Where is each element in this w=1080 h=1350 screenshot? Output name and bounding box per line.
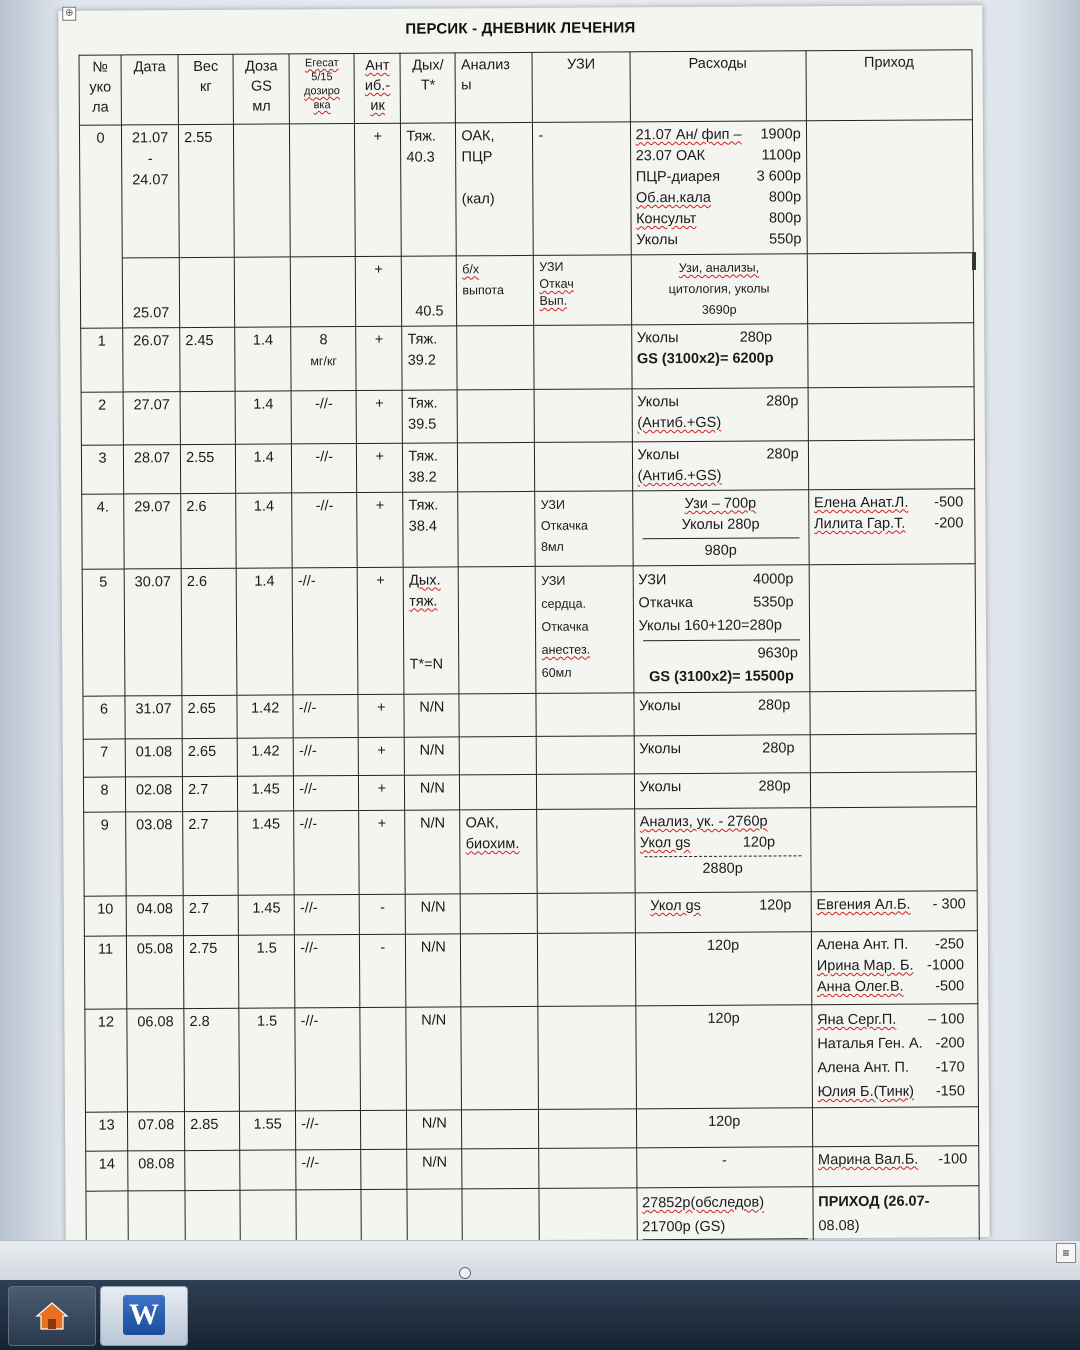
cell-gs: -//-: [295, 1008, 361, 1111]
cell-antibiotic: +: [358, 737, 404, 775]
header-weight: Вес кг: [178, 54, 233, 124]
cell-num: 4.: [82, 494, 125, 569]
cell-income: [810, 734, 976, 773]
cell-date: 28.07: [123, 445, 180, 494]
taskbar: [0, 1280, 1080, 1350]
cell-date: 03.08: [126, 812, 184, 896]
cell-antibiotic: +: [356, 390, 402, 443]
cell-num: 9: [84, 812, 127, 896]
table-move-handle-icon[interactable]: ⊕: [62, 7, 76, 21]
table-row: [80, 253, 973, 328]
cell-breath: N/N: [405, 737, 460, 775]
cell-expenses: Узи – 700р Уколы 280р 980р: [632, 490, 809, 566]
total-income: ПРИХОД (26.07- 08.08): [813, 1186, 980, 1267]
cell-num: 13: [85, 1112, 127, 1151]
cell-dose: 1.45: [238, 895, 294, 935]
cell-expenses: 21.07 Ан/ фип – 1900р 23.07 ОАК 1100р ПЦР-диарея 3 600р Об.ан.кала 800р Консульт 800р Уколы 550р: [630, 121, 807, 255]
table-row: [81, 440, 974, 494]
cell-gs: -//-: [296, 1150, 361, 1190]
cell-gs: [290, 257, 355, 327]
cell-expenses: Анализ, ук. - 2760р Укол gs 120р 2880р: [634, 808, 811, 893]
cell-analysis: [462, 1148, 539, 1188]
cell-num: 0: [79, 125, 122, 328]
cell-antibiotic: +: [357, 492, 404, 567]
cell-breath: N/N: [404, 694, 459, 737]
cell-dose: 1.4: [235, 327, 291, 391]
cell-breath: N/N: [407, 1110, 462, 1149]
table-row: [85, 1004, 979, 1112]
cell-income: [812, 1107, 979, 1147]
table-row: [86, 1146, 979, 1191]
cell-date: 26.07: [123, 328, 180, 392]
page-edge-marker: [972, 252, 976, 270]
header-antibiotic: Ант иб.- ик: [354, 53, 400, 123]
cell-num: 11: [84, 936, 126, 1009]
cell-weight: [180, 391, 235, 444]
cell-breath: N/N: [405, 810, 461, 894]
table-row: [84, 807, 977, 896]
cell-dose: 1.45: [238, 776, 294, 811]
cell-analysis: [458, 442, 535, 491]
cell-income: Алена Ант. П. -250 Ирина Мар. Б. -1000 Анна Олег.В. -500: [811, 931, 978, 1005]
table-row: [81, 387, 974, 445]
cell-num: 2: [81, 392, 123, 445]
cell-dose: 1.55: [240, 1111, 296, 1150]
cell-weight: 2.7: [183, 895, 238, 935]
cell-num: 12: [85, 1009, 128, 1112]
cell-weight: [185, 1150, 240, 1190]
cell-antibiotic: +: [357, 567, 404, 694]
cell-analysis: [457, 389, 534, 442]
table-row: [79, 120, 973, 258]
cell-weight: 2.45: [180, 327, 235, 391]
cell-ultrasound: [537, 736, 634, 775]
header-date: Дата: [121, 55, 178, 125]
header-dose: Доза GS мл: [233, 54, 289, 124]
cell-breath: Тяж. 40.3: [401, 123, 457, 256]
cell-expenses: Узи, анализы, цитология, уколы 3690р: [631, 254, 808, 325]
cell-expenses: 120р: [635, 932, 812, 1006]
cell-gs: -//-: [294, 811, 360, 895]
cell-dose: 1.4: [236, 444, 292, 493]
cell-breath: Тяж. 39.2: [402, 326, 457, 390]
cell-gs: -//-: [295, 935, 361, 1008]
total-expenses: 27852р(обследов) 21700р (GS): [636, 1187, 813, 1268]
cell-num: 6: [83, 696, 125, 739]
cell-analysis: ОАК, ПЦР (кал): [456, 122, 534, 255]
cell-dose: 1.45: [238, 811, 295, 895]
cell-analysis: [461, 893, 538, 933]
cell-num: 3: [81, 445, 123, 494]
cell-gs: -//-: [292, 493, 358, 568]
cell-expenses: Уколы 280р GS (3100х2)= 6200р: [631, 324, 808, 389]
cell-antibiotic: +: [355, 123, 402, 256]
cell-dose: 1.4: [235, 391, 291, 444]
cell-weight: 2.85: [185, 1111, 240, 1150]
cell-num: 8: [83, 777, 125, 812]
cell-weight: 2.65: [182, 738, 237, 776]
cell-gs: 8 мг/кг: [291, 327, 356, 391]
cell-dose: [234, 257, 290, 327]
cell-analysis: [457, 325, 534, 389]
cell-breath: Дых. тяж. Т*=N: [403, 567, 459, 694]
cell-income: Евгения Ал.Б. - 300: [811, 891, 978, 932]
word-app-icon: W: [123, 1295, 165, 1335]
cell-ultrasound: -: [533, 122, 631, 256]
cell-breath: Тяж. 38.2: [403, 443, 458, 492]
table-row: [84, 891, 977, 936]
header-gs-dosage: Егесат 5/15 дозиро вка: [289, 54, 354, 124]
cell-income: [810, 691, 977, 735]
cell-ultrasound: [536, 693, 633, 737]
cell-weight: [179, 257, 234, 327]
cell-expenses: 120р: [635, 1005, 812, 1109]
cell-expenses: Укол gs 120р: [635, 892, 811, 933]
cell-gs: -//-: [293, 738, 358, 776]
cell-antibiotic: [360, 1007, 407, 1110]
cell-gs: [290, 124, 356, 257]
cell-dose: 1.5: [239, 1008, 296, 1111]
cell-income: [810, 772, 976, 808]
cell-expenses: Уколы 280р (Антиб.+GS): [632, 388, 809, 442]
cell-income: Марина Вал.Б. -100: [812, 1146, 979, 1187]
cell-analysis: [460, 774, 537, 809]
cell-date: 01.08: [125, 739, 182, 777]
cell-antibiotic: [361, 1110, 407, 1149]
cell-analysis: б/х выпота: [457, 255, 535, 325]
cell-weight: 2.7: [183, 811, 239, 895]
cell-expenses: -: [636, 1147, 812, 1188]
cell-breath: Тяж. 38.4: [403, 492, 459, 567]
treatment-log-table: [79, 49, 980, 1271]
cell-weight: 2.55: [179, 124, 235, 257]
cell-expenses: Уколы 280р: [634, 773, 810, 809]
cell-ultrasound: [535, 389, 632, 443]
cell-date: 29.07: [124, 494, 182, 569]
scroll-thumb-icon[interactable]: [459, 1267, 471, 1279]
cell-dose: [234, 124, 291, 257]
cell-ultrasound: [538, 1006, 636, 1110]
cell-expenses: 120р: [636, 1108, 812, 1148]
cell-date: 27.07: [123, 392, 180, 445]
cell-ultrasound: УЗИ Откачка 8мл: [535, 491, 633, 567]
cell-date: 06.08: [127, 1009, 185, 1112]
cell-antibiotic: +: [359, 810, 406, 894]
view-ruler-icon[interactable]: ≡: [1056, 1243, 1076, 1263]
document-page[interactable]: [58, 5, 990, 1243]
cell-dose: 1.4: [236, 493, 293, 568]
cell-antibiotic: +: [357, 443, 403, 492]
table-row: [83, 734, 976, 777]
cell-date: 02.08: [125, 777, 182, 812]
cell-income: [806, 120, 973, 254]
table-row: [85, 1107, 978, 1151]
cell-dose: [240, 1150, 296, 1190]
cell-analysis: [460, 736, 537, 774]
cell-weight: 2.65: [182, 695, 237, 738]
cell-analysis: [459, 566, 537, 693]
cell-breath: 40.5: [402, 256, 457, 326]
cell-income: Елена Анат.Л. -500 Лилита Гар.Т. -200: [808, 489, 975, 565]
cell-income: [808, 387, 975, 441]
table-row: [84, 931, 977, 1009]
cell-date: 21.07 - 24.07: [121, 125, 179, 258]
cell-ultrasound: [537, 809, 635, 894]
cell-breath: N/N: [405, 894, 460, 934]
cell-breath: Тяж. 39.5: [402, 390, 457, 443]
cell-analysis: [458, 491, 536, 566]
cell-antibiotic: +: [356, 256, 402, 326]
cell-income: [809, 564, 976, 692]
cell-antibiotic: [361, 1149, 407, 1189]
cell-gs: -//-: [291, 391, 356, 444]
header-income: Приход: [806, 50, 973, 121]
table-row: [82, 564, 976, 696]
cell-ultrasound: [538, 933, 636, 1007]
cell-ultrasound: [539, 1148, 636, 1189]
cell-ultrasound: [535, 442, 632, 492]
cell-analysis: [461, 933, 539, 1006]
cell-income: [808, 440, 975, 490]
cell-breath: N/N: [405, 775, 460, 810]
cell-weight: 2.8: [184, 1008, 240, 1111]
cell-gs: -//-: [292, 444, 357, 493]
cell-dose: 1.4: [236, 568, 293, 695]
cell-date: 08.08: [128, 1151, 185, 1191]
cell-antibiotic: -: [359, 894, 405, 934]
cell-income: [807, 323, 974, 388]
cell-analysis: [459, 693, 536, 736]
cell-antibiotic: +: [358, 694, 404, 737]
header-expenses: Расходы: [630, 51, 807, 122]
cell-num: 7: [83, 739, 125, 777]
cell-date: 31.07: [125, 696, 182, 739]
header-ultrasound: УЗИ: [532, 52, 630, 123]
cell-ultrasound: [537, 774, 634, 810]
cell-dose: 1.42: [237, 738, 293, 776]
cell-gs: -//-: [293, 695, 358, 738]
cell-date: 04.08: [126, 896, 183, 936]
cell-gs: -//-: [292, 568, 358, 695]
cell-ultrasound: УЗИ сердца. Откачка анестез. 60мл: [536, 566, 634, 694]
cell-antibiotic: -: [360, 934, 406, 1007]
cell-weight: 2.6: [181, 568, 237, 695]
header-breath-temp: Дых/ Т*: [400, 53, 455, 123]
cell-gs: -//-: [294, 895, 359, 935]
cell-ultrasound: [538, 893, 635, 934]
cell-weight: 2.7: [183, 776, 238, 811]
taskbar-word-button[interactable]: [100, 1286, 188, 1346]
cell-weight: 2.55: [181, 444, 236, 493]
cell-ultrasound: [539, 1109, 636, 1149]
cell-ultrasound: УЗИ Откач Вып.: [534, 255, 632, 326]
cell-income: Яна Серг.П. – 100 Наталья Ген. А. -200 Алена Ант. П. -170 Юлия Б.(Тинк) -150: [812, 1004, 979, 1108]
cell-num: 5: [82, 569, 125, 696]
cell-antibiotic: +: [356, 326, 402, 390]
cell-num: 14: [86, 1151, 128, 1191]
cell-date: 05.08: [126, 936, 184, 1009]
cell-income: [807, 253, 974, 324]
cell-date: 30.07: [124, 569, 182, 696]
table-header-row: [79, 50, 972, 125]
taskbar-home-button[interactable]: [8, 1286, 96, 1346]
table-row: [83, 691, 976, 739]
cell-dose: 1.5: [239, 935, 296, 1008]
cell-analysis: [461, 1006, 539, 1109]
cell-breath: N/N: [406, 1007, 462, 1110]
cell-gs: -//-: [296, 1111, 361, 1150]
cell-analysis: ОАК, биохим.: [460, 809, 538, 893]
document-title: ПЕРСИК - ДНЕВНИК ЛЕЧЕНИЯ: [405, 19, 636, 38]
table-row: [82, 489, 975, 569]
cell-weight: 2.75: [184, 935, 239, 1008]
cell-expenses: Уколы 280р: [633, 692, 809, 736]
cell-dose: 1.42: [237, 695, 293, 738]
cell-ultrasound: [534, 325, 631, 390]
cell-income: [810, 807, 977, 892]
cell-date: 07.08: [128, 1112, 185, 1151]
cell-num: 10: [84, 896, 126, 936]
horizontal-scrollbar[interactable]: [0, 1240, 1080, 1281]
table-row: [81, 323, 974, 392]
cell-gs: -//-: [294, 776, 359, 811]
cell-expenses: Уколы 280р: [634, 735, 810, 774]
cell-num: 1: [81, 328, 123, 392]
cell-date: 25.07: [122, 258, 179, 328]
header-analysis: Анализ ы: [455, 52, 533, 122]
home-icon: [35, 1301, 69, 1331]
cell-breath: N/N: [407, 1149, 462, 1189]
cell-breath: N/N: [406, 934, 461, 1007]
header-num: № уко ла: [79, 55, 121, 125]
cell-antibiotic: +: [359, 775, 405, 810]
table-row: [83, 772, 976, 812]
cell-analysis: [462, 1109, 539, 1148]
cell-expenses: Уколы 280р (Антиб.+GS): [632, 441, 808, 491]
cell-expenses: УЗИ 4000р Откачка 5350р Уколы 160+120=280р 9630р GS (3100х2)= 15500р: [633, 565, 810, 693]
cell-weight: 2.6: [181, 493, 237, 568]
